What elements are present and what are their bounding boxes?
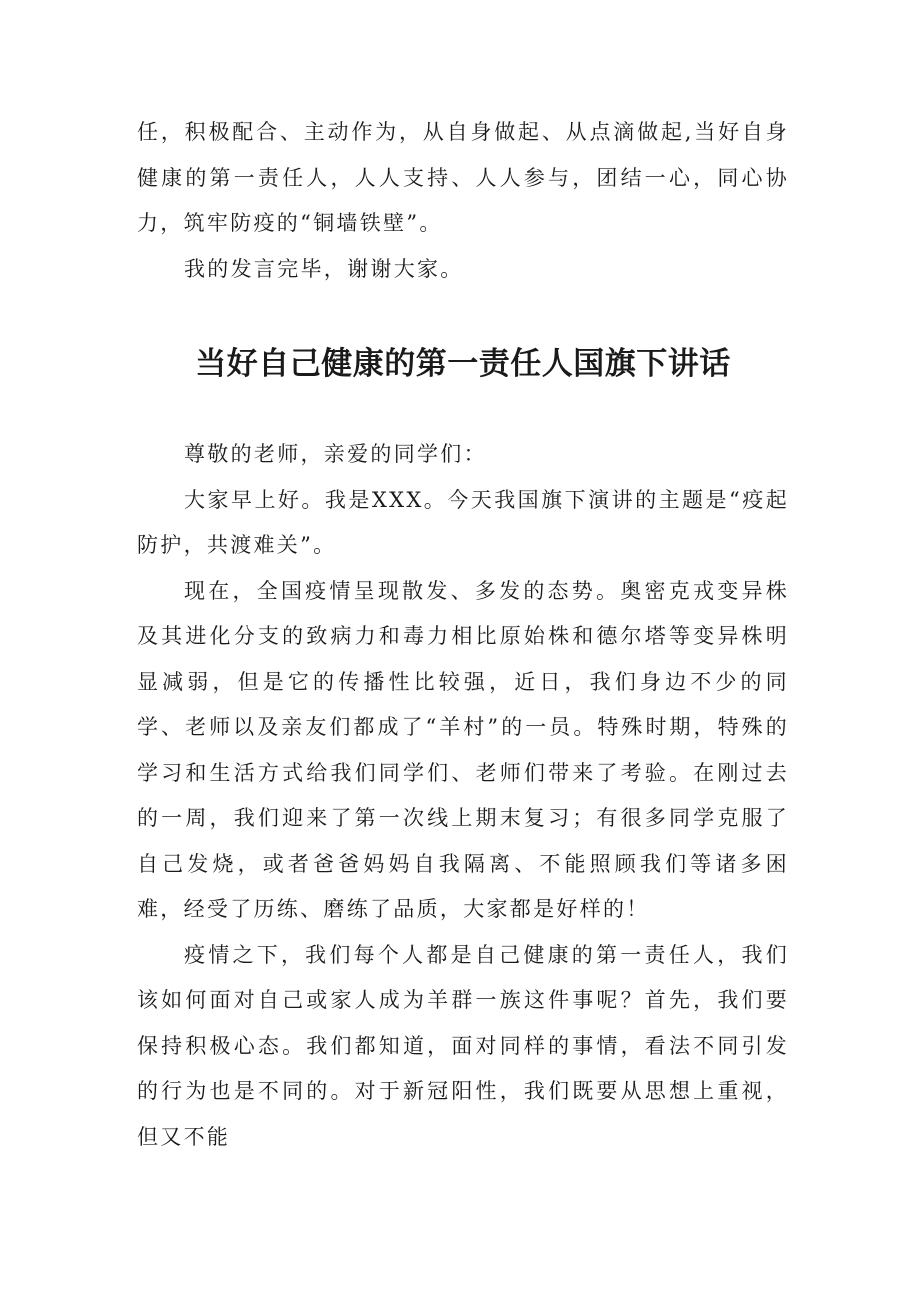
paragraph-continuation: 任，积极配合、主动作为，从自身做起、从点滴做起,当好自身健康的第一责任人，人人支持、人人参与，团结一心，同心协力，筑牢防疫的“铜墙铁壁”。 — [137, 120, 789, 235]
document-page — [137, 110, 789, 1160]
paragraph-responsibility: 疫情之下，我们每个人都是自己健康的第一责任人，我们该如何面对自己或家人成为羊群一族这件事呢？首先，我们要保持积极心态。我们都知道，面对同样的事情，看法不同引发的行为也是不同的。对于新冠阳性，我们既要从思想上重视，但又不能 — [137, 942, 789, 1149]
title-spacer — [137, 396, 789, 432]
paragraph-greeting: 大家早上好。我是XXX。今天我国旗下演讲的主题是“疫起防护，共渡难关”。 — [137, 487, 789, 557]
paragraph-situation: 现在，全国疫情呈现散发、多发的态势。奥密克戎变异株及其进化分支的致病力和毒力相比原始株和德尔塔等变异株明显减弱，但是它的传播性比较强，近日，我们身边不少的同学、老师以及亲友们都成了“羊村”的一员。特殊时期，特殊的学习和生活方式给我们同学们、老师们带来了考验。在刚过去的一周，我们迎来了第一次线上期末复习；有很多同学克服了自己发烧，或者爸爸妈妈自我隔离、不能照顾我们等诸多困难，经受了历练、磨练了品质，大家都是好样的！ — [137, 578, 789, 921]
speech-title: 当好自己健康的第一责任人国旗下讲话 — [195, 346, 731, 382]
paragraph-closing: 我的发言完毕，谢谢大家。 — [184, 256, 464, 281]
paragraph-salutation: 尊敬的老师，亲爱的同学们： — [184, 442, 487, 466]
